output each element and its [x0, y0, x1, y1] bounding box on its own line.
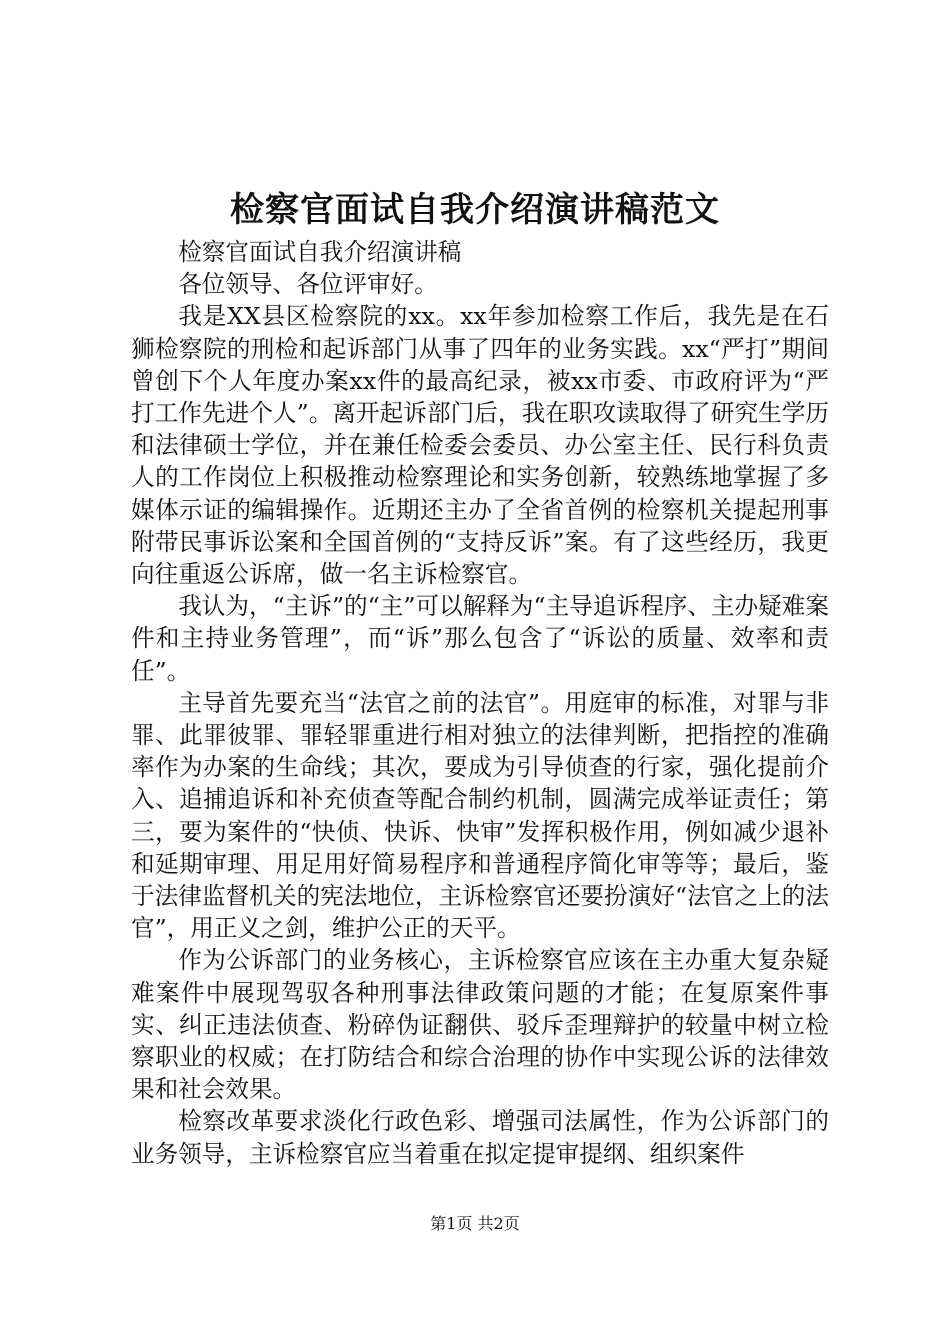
paragraph-leading-role: 主导首先要充当“法官之前的法官”。用庭审的标准，对罪与非罪、此罪彼罪、罪轻罪重进行相对独立的法律判断，把指控的准确率作为办案的生命线；其次，要成为引导侦查的行家，强化提前介入、追捕追诉和补充侦查等配合制约机制，圆满完成举证责任；第三，要为案件的“快侦、快诉、快审”发挥积极作用，例如减少退补和延期审理、用足用好简易程序和普通程序简化审等等；最后，鉴于法律监督机关的宪法地位，主诉检察官还要扮演好“法官之上的法官”，用正义之剑，维护公正的天平。: [131, 688, 829, 943]
paragraph-core-role: 作为公诉部门的业务核心，主诉检察官应该在主办重大复杂疑难案件中展现驾驭各种刑事法律政策问题的才能；在复原案件事实、纠正违法侦查、粉碎伪证翻供、驳斥歪理辩护的较量中树立检察职业的权威；在打防结合和综合治理的协作中实现公诉的法律效果和社会效果。: [131, 946, 829, 1104]
paragraph-introduction: 我是XX县区检察院的xx。xx年参加检察工作后，我先是在石狮检察院的刑检和起诉部门从事了四年的业务实践。xx“严打”期间曾创下个人年度办案xx件的最高纪录，被xx市委、市政府评为“严打工作先进个人”。离开起诉部门后，我在职攻读取得了研究生学历和法律硕士学位，并在兼任检委会委员、办公室主任、民行科负责人的工作岗位上积极推动检察理论和实务创新，较熟练地掌握了多媒体示证的编辑操作。近期还主办了全省首例的检察机关提起刑事附带民事诉讼案和全国首例的“支持反诉”案。有了这些经历，我更向往重返公诉席，做一名主诉检察官。: [131, 302, 829, 589]
paragraph-heading: 检察官面试自我介绍演讲稿: [178, 238, 462, 266]
paragraph-definition: 我认为，“主诉”的“主”可以解释为“主导追诉程序、主办疑难案件和主持业务管理”，而“诉”那么包含了“诉讼的质量、效率和责任”。: [131, 592, 829, 685]
document-title: 检察官面试自我介绍演讲稿范文: [230, 190, 720, 230]
document-body: [131, 236, 829, 1170]
paragraph-greeting: 各位领导、各位评审好。: [178, 270, 438, 299]
paragraph-reform: 检察改革要求淡化行政色彩、增强司法属性，作为公诉部门的业务领导，主诉检察官应当着重在拟定提审提纲、组织案件: [131, 1107, 829, 1168]
page-footer: 第1页 共2页: [430, 1214, 520, 1233]
